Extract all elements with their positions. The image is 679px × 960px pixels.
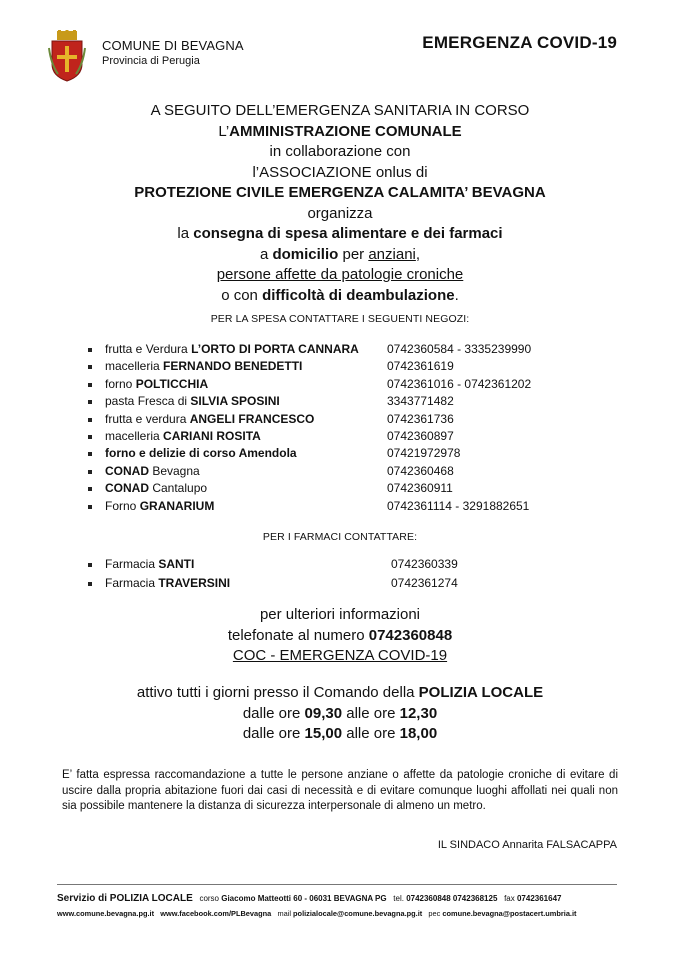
hours-block	[40, 683, 640, 745]
shop-item-name: macelleria CARIANI ROSITA	[105, 428, 261, 443]
shop-item	[85, 412, 605, 429]
provincia-name: Provincia di Perugia	[102, 55, 200, 67]
shop-item-name: CONAD Cantalupo	[105, 481, 208, 496]
pharmacy-item-name: Farmacia SANTI	[105, 557, 195, 571]
pharmacy-item-phone: 0742361274	[391, 576, 458, 590]
shop-item	[85, 359, 605, 376]
shop-item-name: macelleria FERNANDO BENEDETTI	[105, 359, 303, 374]
pharmacy-item	[85, 557, 605, 576]
info-line: COC - EMERGENZA COVID-19	[232, 647, 448, 664]
shop-item	[85, 499, 605, 516]
shop-item-phone: 0742361619	[387, 359, 454, 374]
bullet-icon	[88, 348, 92, 352]
shop-item-phone: 3343771482	[387, 394, 454, 409]
bullet-icon	[88, 452, 92, 456]
pharmacy-list	[85, 557, 605, 595]
facebook-link[interactable]: www.facebook.com/PLBevagna	[160, 909, 272, 918]
intro-line: A SEGUITO DELL’EMERGENZA SANITARIA IN CORSO	[150, 102, 530, 119]
municipal-crest-icon	[48, 30, 86, 82]
bullet-icon	[88, 563, 92, 567]
recommendation-note: E’ fatta espressa raccomandazione a tutte le persone anziane o affette da patologie croniche di evitare di uscire dalla propria abitazione fuori dai casi di necessità e di evitare comunque luoghi affollati nei quali non sia possibile mantenere la distanza di sicurezza interpersonale di almeno un metro.	[62, 769, 618, 812]
bullet-icon	[88, 418, 92, 422]
hours-line: dalle ore 15,00 alle ore 18,00	[242, 725, 438, 742]
shop-item-phone: 0742360911	[387, 481, 453, 496]
bullet-icon	[88, 435, 92, 439]
shop-item-name: forno e delizie di corso Amendola	[105, 446, 297, 461]
bullet-icon	[88, 383, 92, 387]
shop-item-name: CONAD Bevagna	[105, 463, 200, 478]
intro-line: L’AMMINISTRAZIONE COMUNALE	[218, 122, 462, 140]
footer-divider	[57, 884, 617, 885]
bullet-icon	[88, 487, 92, 491]
shop-item-phone: 0742360468	[387, 463, 454, 478]
pharmacy-item-name: Farmacia TRAVERSINI	[105, 576, 231, 590]
info-block	[40, 605, 640, 667]
hours-line: attivo tutti i giorni presso il Comando della POLIZIA LOCALE	[136, 684, 544, 701]
shop-item-phone: 0742361736	[387, 411, 454, 426]
shop-item	[85, 342, 605, 359]
intro-line: l’ASSOCIAZIONE onlus di	[252, 163, 428, 181]
shop-list	[85, 342, 605, 516]
shops-heading: PER LA SPESA CONTATTARE I SEGUENTI NEGOZI:	[210, 313, 470, 325]
shop-item	[85, 464, 605, 481]
bullet-icon	[88, 365, 92, 369]
info-line: per ulteriori informazioni	[259, 606, 421, 623]
intro-line: persone affette da patologie croniche	[216, 266, 464, 283]
website-link[interactable]: www.comune.bevagna.pg.it	[57, 909, 155, 918]
shop-item	[85, 377, 605, 394]
shop-item-phone: 0742360584 - 3335239990	[387, 342, 532, 356]
info-phone: 0742360848	[368, 626, 453, 644]
intro-line: in collaborazione con	[269, 143, 411, 160]
shop-item	[85, 394, 605, 411]
intro-line: la consegna di spesa alimentare e dei farmaci	[177, 225, 503, 242]
pharmacy-item	[85, 576, 605, 595]
hours-line: dalle ore 09,30 alle ore 12,30	[242, 704, 438, 722]
intro-line: PROTEZIONE CIVILE EMERGENZA CALAMITA’ BEVAGNA	[134, 184, 546, 201]
shop-item	[85, 429, 605, 446]
info-line: telefonate al numero 0742360848	[227, 626, 453, 644]
footer-contacts: www.comune.bevagna.pg.it www.facebook.com/PLBevagna mail polizialocale@comune.bevagna.pg.it pec comune.bevagna@postacert.umbria.it	[57, 909, 577, 918]
bullet-icon	[88, 470, 92, 474]
shop-item	[85, 446, 605, 463]
pharmacy-item-phone: 0742360339	[391, 557, 458, 571]
intro-block	[40, 101, 640, 306]
pec-link[interactable]: comune.bevagna@postacert.umbria.it	[442, 909, 577, 918]
shop-item-name: pasta Fresca di SILVIA SPOSINI	[105, 394, 280, 409]
shop-item-phone: 07421972978	[387, 446, 461, 461]
bullet-icon	[88, 400, 92, 404]
intro-line: organizza	[307, 204, 373, 222]
bullet-icon	[88, 582, 92, 586]
mayor-signature: IL SINDACO Annarita FALSACAPPA	[437, 839, 617, 851]
shop-item-phone: 0742360897	[387, 428, 454, 443]
shop-item-phone: 0742361114 - 3291882651	[387, 498, 530, 513]
shop-item-name: Forno GRANARIUM	[105, 498, 215, 513]
intro-line: a domicilio per anziani,	[259, 245, 421, 263]
shop-item-name: forno POLTICCHIA	[105, 376, 209, 391]
footer-address: Servizio di POLIZIA LOCALE corso Giacomo Matteotti 60 - 06031 BEVAGNA PG tel. 0742360848 0742368125 fax 0742361647	[57, 893, 562, 904]
page-title: EMERGENZA COVID-19	[422, 33, 617, 52]
shop-item-phone: 0742361016 - 0742361202	[387, 376, 532, 391]
pharmacies-heading: PER I FARMACI CONTATTARE:	[262, 531, 418, 543]
shop-item	[85, 481, 605, 498]
shop-item-name: frutta e Verdura L’ORTO DI PORTA CANNARA	[105, 342, 359, 356]
comune-name: COMUNE DI BEVAGNA	[102, 38, 244, 53]
bullet-icon	[88, 505, 92, 509]
email-link[interactable]: polizialocale@comune.bevagna.pg.it	[293, 909, 423, 918]
intro-line: o con difficoltà di deambulazione.	[221, 286, 459, 304]
shop-item-name: frutta e verdura ANGELI FRANCESCO	[105, 411, 315, 426]
